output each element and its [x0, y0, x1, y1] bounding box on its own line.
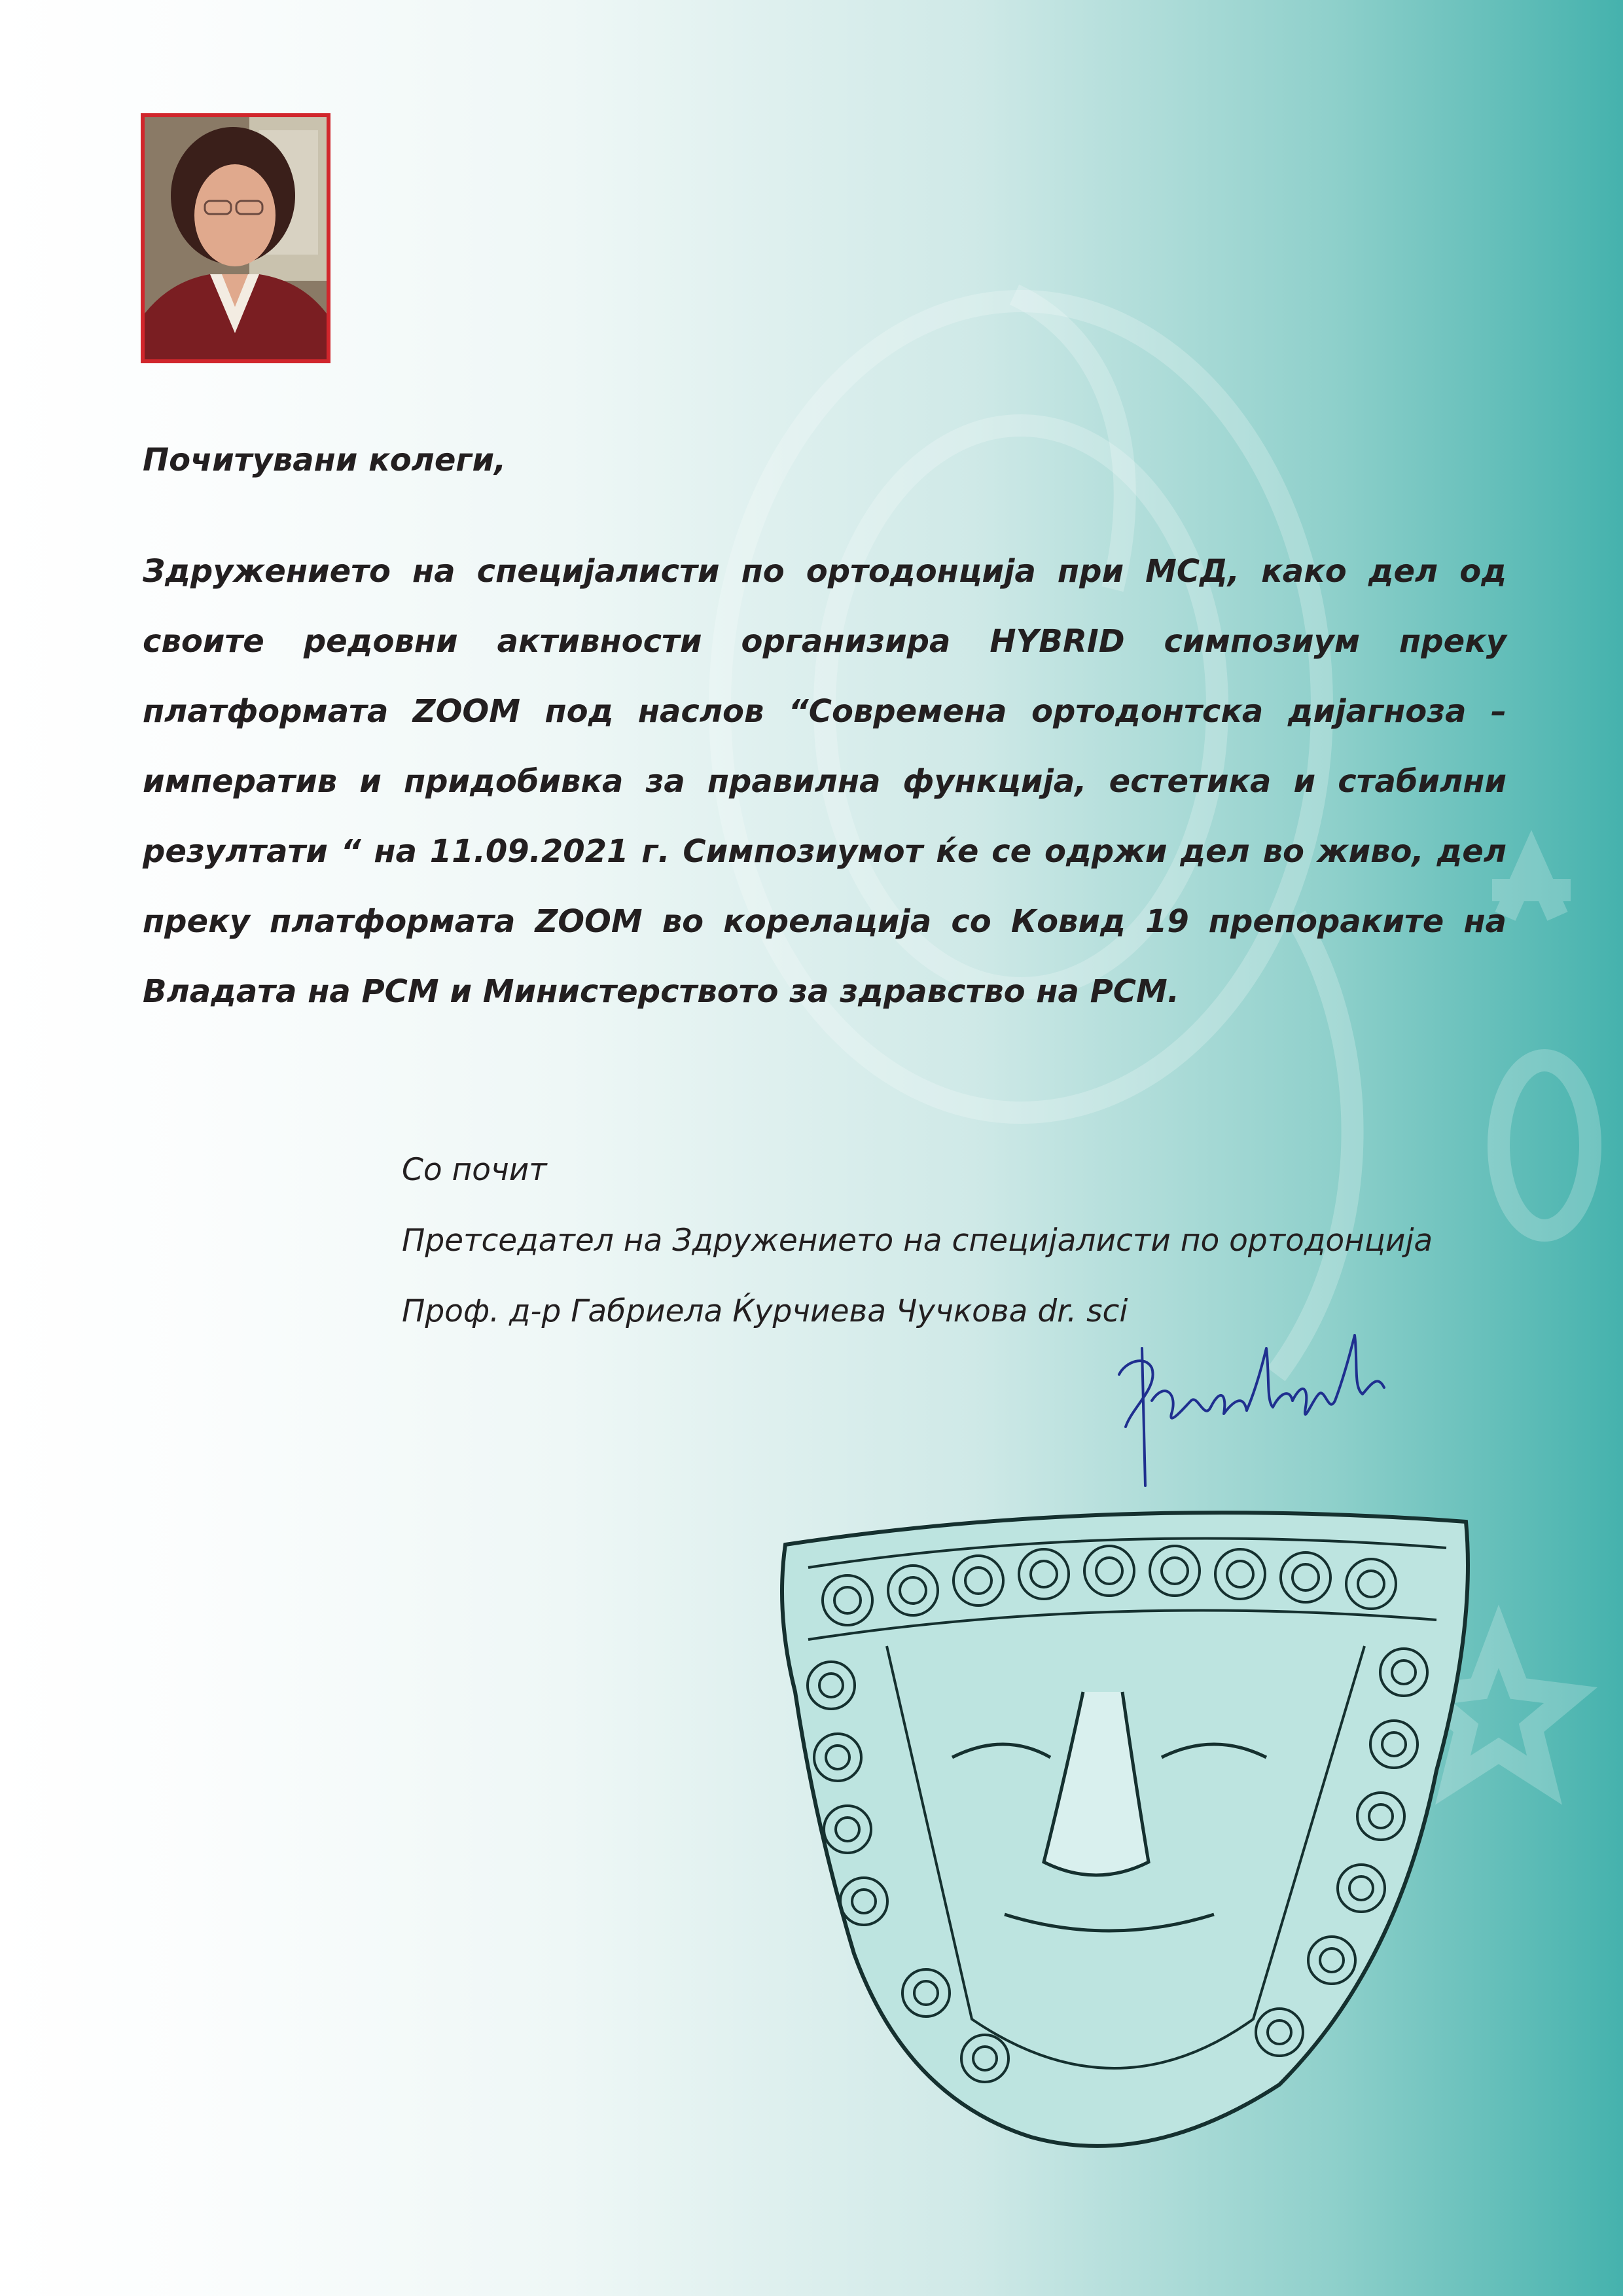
- handwritten-signature: [1106, 1322, 1394, 1492]
- ancient-mask-illustration: [756, 1496, 1482, 2157]
- closing-phrase: Со почит: [402, 1152, 547, 1188]
- signer-title: Претседател на Здружението на специјалисти по ортодонција: [402, 1223, 1433, 1259]
- signer-name: Проф. д-р Габриела Ќурчиева Чучкова dr. sci: [402, 1293, 1128, 1329]
- letter-body: Здружението на специјалисти по ортодонција при МСД, како дел од своите редовни активности организира HYBRID симпозиум преку платформата ZOOM под наслов “Современа ортодонтска дијагноза – императив и придобивка за правилна функција, естетика и стабилни резултати “ на 11.09.2021 г. Симпозиумот ќе се одржи дел во живо, дел преку платформата ZOOM во корелација со Ковид 19 препораките на Владата на РСМ и Министерството за здравство на РСМ.: [143, 553, 1507, 1010]
- portrait-image: [145, 117, 327, 359]
- letter-greeting: Почитувани колеги,: [143, 442, 507, 478]
- author-photo: [141, 113, 330, 363]
